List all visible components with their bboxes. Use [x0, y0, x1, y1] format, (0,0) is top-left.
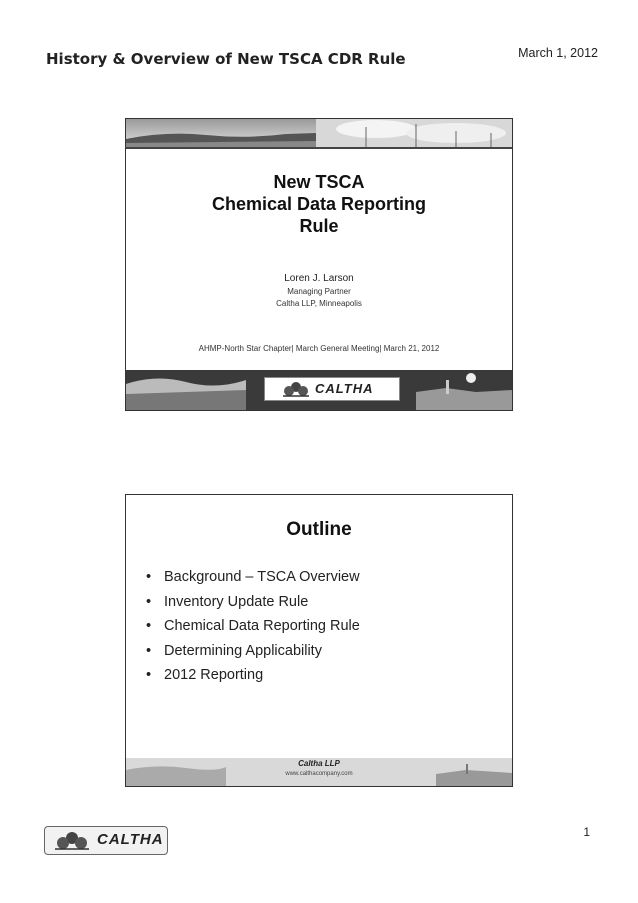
footer-company: Caltha LLP: [298, 759, 340, 768]
outline-list: [146, 565, 360, 688]
footer-url: www.calthacompany.com: [285, 771, 353, 777]
slide-title-line: Rule: [299, 216, 339, 236]
slide-title: [126, 171, 512, 237]
slide-title-line: New TSCA: [273, 172, 365, 192]
list-item-text: Inventory Update Rule: [164, 593, 309, 610]
list-item: • Background – TSCA Overview: [146, 569, 360, 585]
list-item-text: Determining Applicability: [164, 642, 322, 659]
presenter-role: Managing Partner: [287, 287, 351, 296]
list-item-text: Chemical Data Reporting Rule: [164, 618, 360, 634]
presenter-name: Loren J. Larson: [284, 273, 354, 284]
logo-text: CALTHA: [315, 381, 374, 396]
list-item: • 2012 Reporting: [146, 667, 264, 683]
caltha-logo: [44, 826, 168, 855]
flower-logo-icon: [53, 831, 91, 850]
list-item: • Determining Applicability: [146, 642, 322, 659]
slide-title-line: Chemical Data Reporting: [211, 194, 427, 214]
list-item: • Chemical Data Reporting Rule: [146, 618, 360, 634]
list-item-text: Background – TSCA Overview: [164, 569, 360, 585]
landscape-banner: [126, 119, 512, 149]
outline-slide: [125, 494, 513, 787]
page-date: March 1, 2012: [518, 46, 598, 60]
presenter-organization: Caltha LLP, Minneapolis: [276, 299, 362, 308]
event-info: AHMP-North Star Chapter| March General Meeting| March 21, 2012: [198, 344, 440, 353]
flower-logo-icon: [281, 381, 311, 397]
caltha-logo: [264, 377, 400, 401]
slide-title: Outline: [286, 519, 352, 540]
logo-text: CALTHA: [97, 831, 164, 848]
list-item-text: 2012 Reporting: [164, 667, 264, 683]
title-slide: [125, 118, 513, 411]
page-number: 1: [583, 825, 590, 839]
page-title: History & Overview of New TSCA CDR Rule: [46, 50, 406, 68]
list-item: • Inventory Update Rule: [146, 593, 309, 610]
